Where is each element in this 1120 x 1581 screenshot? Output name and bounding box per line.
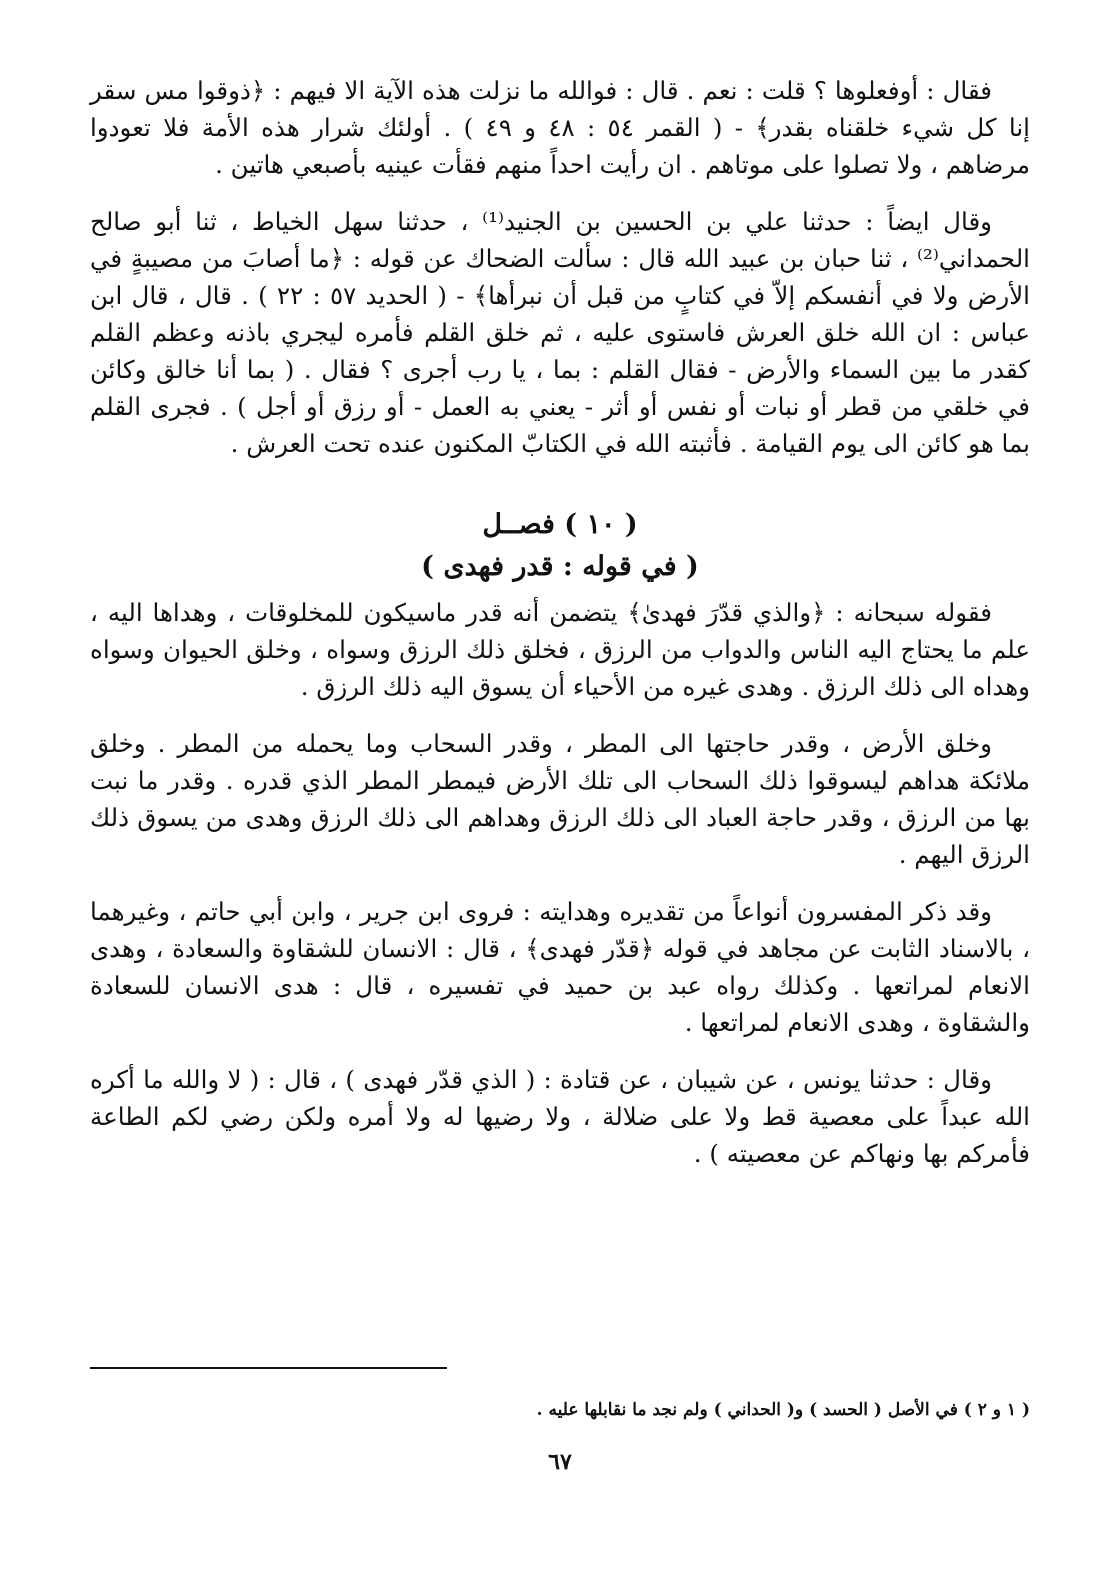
paragraph-1: فقال : أوفعلوها ؟ قلت : نعم . قال : فوالله ما نزلت هذه الآية الا فيهم : ﴿ذوقوا مس سقر إنا كل شيء خلقناه بقدر﴾ - ( القمر ٥٤ : ٤٨ و ٤٩ ) . أولئك شرار هذه الأمة فلا تعودوا مرضاهم ، ولا تصلوا على موتاهم . ان رأيت احداً منهم فقأت عينيه بأصبعي هاتين . (90, 76, 1030, 179)
paragraph-3: فقوله سبحانه : ﴿والذي قدّرَ فهدىٰ﴾ يتضمن أنه قدر ماسيكون للمخلوقات ، وهداها اليه ، علم ما يحتاج اليه الناس والدواب من الرزق ، فخلق ذلك الرزق وسواه ، وخلق الحيوان وسواه وهداه الى ذلك الرزق . وهدى غيره من الأحياء أن يسوق اليه ذلك الرزق . (90, 598, 1030, 701)
page-number: ٦٧ (548, 1449, 572, 1475)
section-subtitle: ( في قوله : قدر فهدى ) (421, 551, 699, 582)
paragraph-2: وقال ايضاً : حدثنا علي بن الحسين بن الجنيد⁽¹⁾ ، حدثنا سهل الخياط ، ثنا أبو صالح الحمداني⁽²⁾ ، ثنا حبان بن عبيد الله قال : سألت الضحاك عن قوله : ﴿ما أصابَ من مصيبةٍ في الأرض ولا في أنفسكم إلاّ في كتابٍ من قبل أن نبرأها﴾ - ( الحديد ٥٧ : ٢٢ ) . قال ، قال ابن عباس : ان الله خلق العرش فاستوى عليه ، ثم خلق القلم فأمره ليجري باذنه وعظم القلم كقدر ما بين السماء والأرض - فقال القلم : بما ، يا رب أجرى ؟ فقال . ( بما أنا خالق وكائن في خلقي من قطر أو نبات أو نفس أو أثر - يعني به العمل - أو رزق أو أجل ) . فجرى القلم بما هو كائن الى يوم القيامة . فأثبته الله في الكتابّ المكنون عنده تحت العرش . (90, 207, 1030, 458)
paragraph-6: وقال : حدثنا يونس ، عن شيبان ، عن قتادة : ( الذي قدّر فهدى ) ، قال : ( لا والله ما أكره الله عبداً على معصية قط ولا على ضلالة ، ولا رضيها له ولا أمره ولكن رضي لكم الطاعة فأمركم بها ونهاكم عن معصيته ) . (90, 1065, 1030, 1168)
paragraph-4: وخلق الأرض ، وقدر حاجتها الى المطر ، وقدر السحاب وما يحمله من المطر . وخلق ملائكة هداهم ليسوقوا ذلك السحاب الى تلك الأرض فيمطر المطر الذي قدره . وقدر ما نبت بها من الرزق ، وقدر حاجة العباد الى ذلك الرزق وهداهم الى ذلك الرزق وهدى من يسوق ذلك الرزق اليهم . (90, 729, 1030, 869)
footnote-divider (90, 1367, 447, 1369)
footnote: ( ١ و ٢ ) في الأصل ( الحسد ) و( الحداني ) ولم نجد ما نقابلها عليه . (536, 1400, 1030, 1420)
page-body (90, 72, 1030, 1192)
section-heading (90, 504, 1030, 588)
section-number-title: ( ١٠ ) فصــل (482, 509, 638, 540)
paragraph-5: وقد ذكر المفسرون أنواعاً من تقديره وهدايته : فروى ابن جرير ، وابن أبي حاتم ، وغيرهما ، بالاسناد الثابت عن مجاهد في قوله ﴿قدّر فهدى﴾ ، قال : الانسان للشقاوة والسعادة ، وهدى الانعام لمراتعها . وكذلك رواه عبد بن حميد في تفسيره ، قال : هدى الانسان للسعادة والشقاوة ، وهدى الانعام لمراتعها . (90, 897, 1030, 1037)
